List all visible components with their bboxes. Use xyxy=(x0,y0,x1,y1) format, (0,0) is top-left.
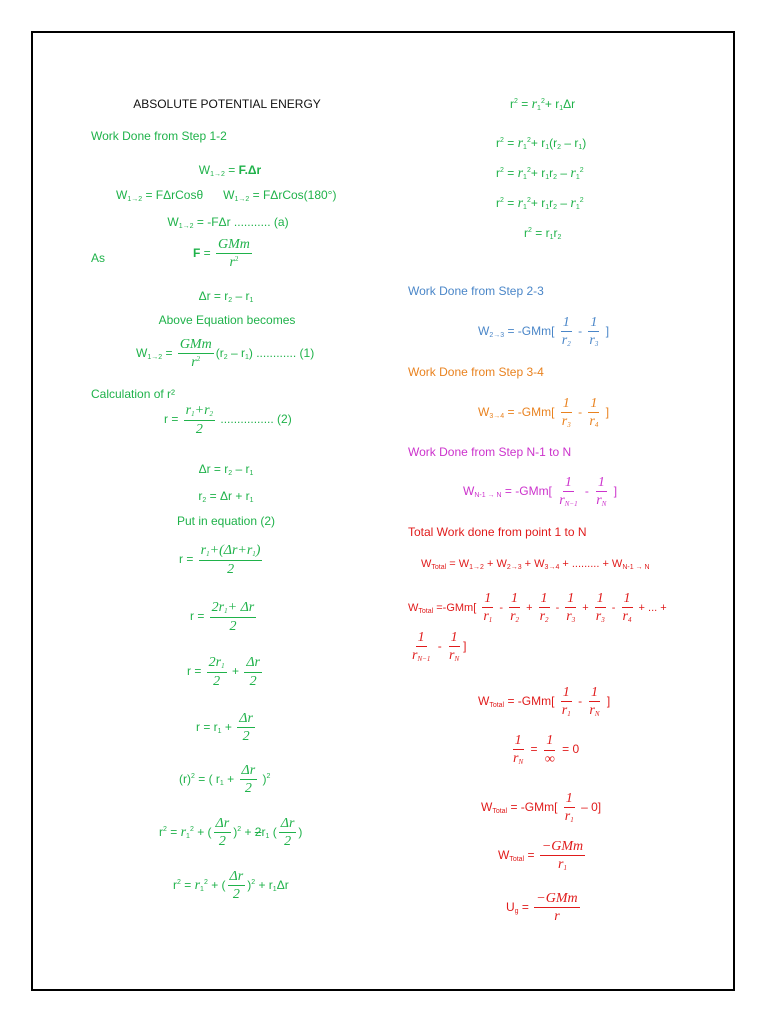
eq-w-total-series: $W_{Total} =-GMm$[ $\frac{1}{r_1}$ - $\frac{1}{r_2}$ + $\frac{1}{r_2}$ - $\frac{1}{r_3}$ + $\frac{1}{r_3}$ - $\frac{1}{r_4}$ + ... + xyxy=(408,591,667,625)
eq-force-gravity: F = $\frac{\text{GMm}}{r^2}$ xyxy=(193,237,250,271)
text-above-equation: Above Equation becomes xyxy=(158,313,296,327)
eq-r-substituted: r = $\frac{r_1+(\Delta r+r_1)}{2}$ xyxy=(179,543,261,577)
eq-r-average: r = $\frac{r_1+r_2}{2}$ ................ (2) xyxy=(164,403,292,437)
eq-r-split: r = $\frac{2r_1}{2}$ + $\frac{\Delta r}{2}$ xyxy=(187,655,260,689)
eq-w12-minus: $W_{1\to 2} = -F\Delta r$ ........... (a) xyxy=(167,215,289,230)
eq-r2-expanded-right-1: $r^2 = r_1^2+ r_1r_2 - r_1^2$ xyxy=(496,166,584,181)
eq-r2-sum: $r_2 = \Delta r + r_1$ xyxy=(198,489,254,504)
eq-w-total-telescoped: $W_{Total} = -GMm$[ $\frac{1}{r_1}$ - $\frac{1}{r_N}$ ] xyxy=(478,685,611,719)
heading-calc-r2: Calculation of r² xyxy=(91,387,176,401)
eq-r-r1-dr: $r = r_1$ + $\frac{\Delta r}{2}$ xyxy=(196,711,253,745)
eq-r-squared: $(r)^2$ = ( $r_1$ + $\frac{\Delta r}{2}$ )$^2$ xyxy=(179,763,271,797)
eq-w-total-final: $W_{Total}$ = $\frac{\text{−GMm}}{r_1}$ xyxy=(498,839,584,873)
eq-w34: $W_{3\to 4} = -GMm$[ $\frac{1}{r_3}$ - $\frac{1}{r_4}$ ] xyxy=(478,396,610,430)
document-title: ABSOLUTE POTENTIAL ENERGY xyxy=(133,97,321,111)
eq-w12-gmm: $W_{1\to 2}$ = $\frac{\text{GMm}}{r^2}$ $(r_2 - r_1)$ ............ (1) xyxy=(136,337,315,371)
eq-r2-r1-diff: $r^2 = r_1^2+ r_1(r_2 - r_1)$ xyxy=(496,136,587,151)
label-as: As xyxy=(91,251,106,265)
heading-step-3-4: Work Done from Step 3-4 xyxy=(408,365,544,379)
eq-r2-expanded: $r^2 = r_1^2$ + ( $\frac{\Delta r}{2}$ )$^2 + 2r_1$ ( $\frac{\Delta r}{2}$ ) xyxy=(159,816,303,850)
eq-r2-product: $r^2 = r_1r_2$ xyxy=(524,226,562,241)
eq-r2-expanded-right-2: $r^2 = r_1^2+ r_1r_2 - r_1^2$ xyxy=(496,196,584,211)
heading-step-1-2: Work Done from Step 1-2 xyxy=(91,129,227,143)
eq-r2-r1-dr: $r^2 = r_1^2+ r_1\Delta r$ xyxy=(510,97,576,112)
eq-w12-f-dr: $W_{1\to 2} = F.\Delta r$ xyxy=(198,163,262,178)
eq-wn: $W_{N-1 \to N} = -GMm$[ $\frac{1}{r_{N-1}}$ - $\frac{1}{r_N}$ ] xyxy=(463,475,618,509)
heading-step-2-3: Work Done from Step 2-3 xyxy=(408,284,544,298)
eq-delta-r-2: $\Delta r = r_2 - r_1$ xyxy=(198,462,254,477)
heading-total-work: Total Work done from point 1 to N xyxy=(408,525,587,539)
eq-one-over-rn: $\frac{1}{r_N}$ = $\frac{1}{\infty}$ = 0 xyxy=(513,733,580,767)
eq-w23: $W_{2\to 3} = -GMm$[ $\frac{1}{r_2}$ - $\frac{1}{r_3}$ ] xyxy=(478,315,610,349)
eq-r-2r1-dr: r = $\frac{2r_1+ \Delta r}{2}$ xyxy=(190,600,255,634)
eq-w-total-sum: $W_{Total} = W_{1\to 2} + W_{2\to 3} + W_{3\to 4}$ + ......... + $W_{N-1 \to N}$ xyxy=(421,558,650,571)
eq-ug: $U_g$ = $\frac{\text{−GMm}}{r}$ xyxy=(506,891,578,925)
text-put-in-equation: Put in equation (2) xyxy=(176,514,276,528)
eq-w-total-series-end: $\frac{1}{r_{N-1}}$ - $\frac{1}{r_N}$ ] xyxy=(412,630,467,664)
document-page xyxy=(31,31,735,991)
eq-w-total-zero: $W_{Total} = -GMm$[ $\frac{1}{r_1}$ – 0] xyxy=(481,791,602,825)
heading-step-n: Work Done from Step N-1 to N xyxy=(408,445,572,459)
eq-delta-r: $\Delta r = r_2 - r_1$ xyxy=(198,289,254,304)
eq-r2-simplified: $r^2 = r_1^2$ + ( $\frac{\Delta r}{2}$ )$^2 + r_1\Delta r$ xyxy=(173,869,289,903)
eq-w12-cos: $W_{1\to 2}$ = FΔrCosθ $W_{1\to 2}$ = FΔrCos(180°) xyxy=(116,188,337,203)
